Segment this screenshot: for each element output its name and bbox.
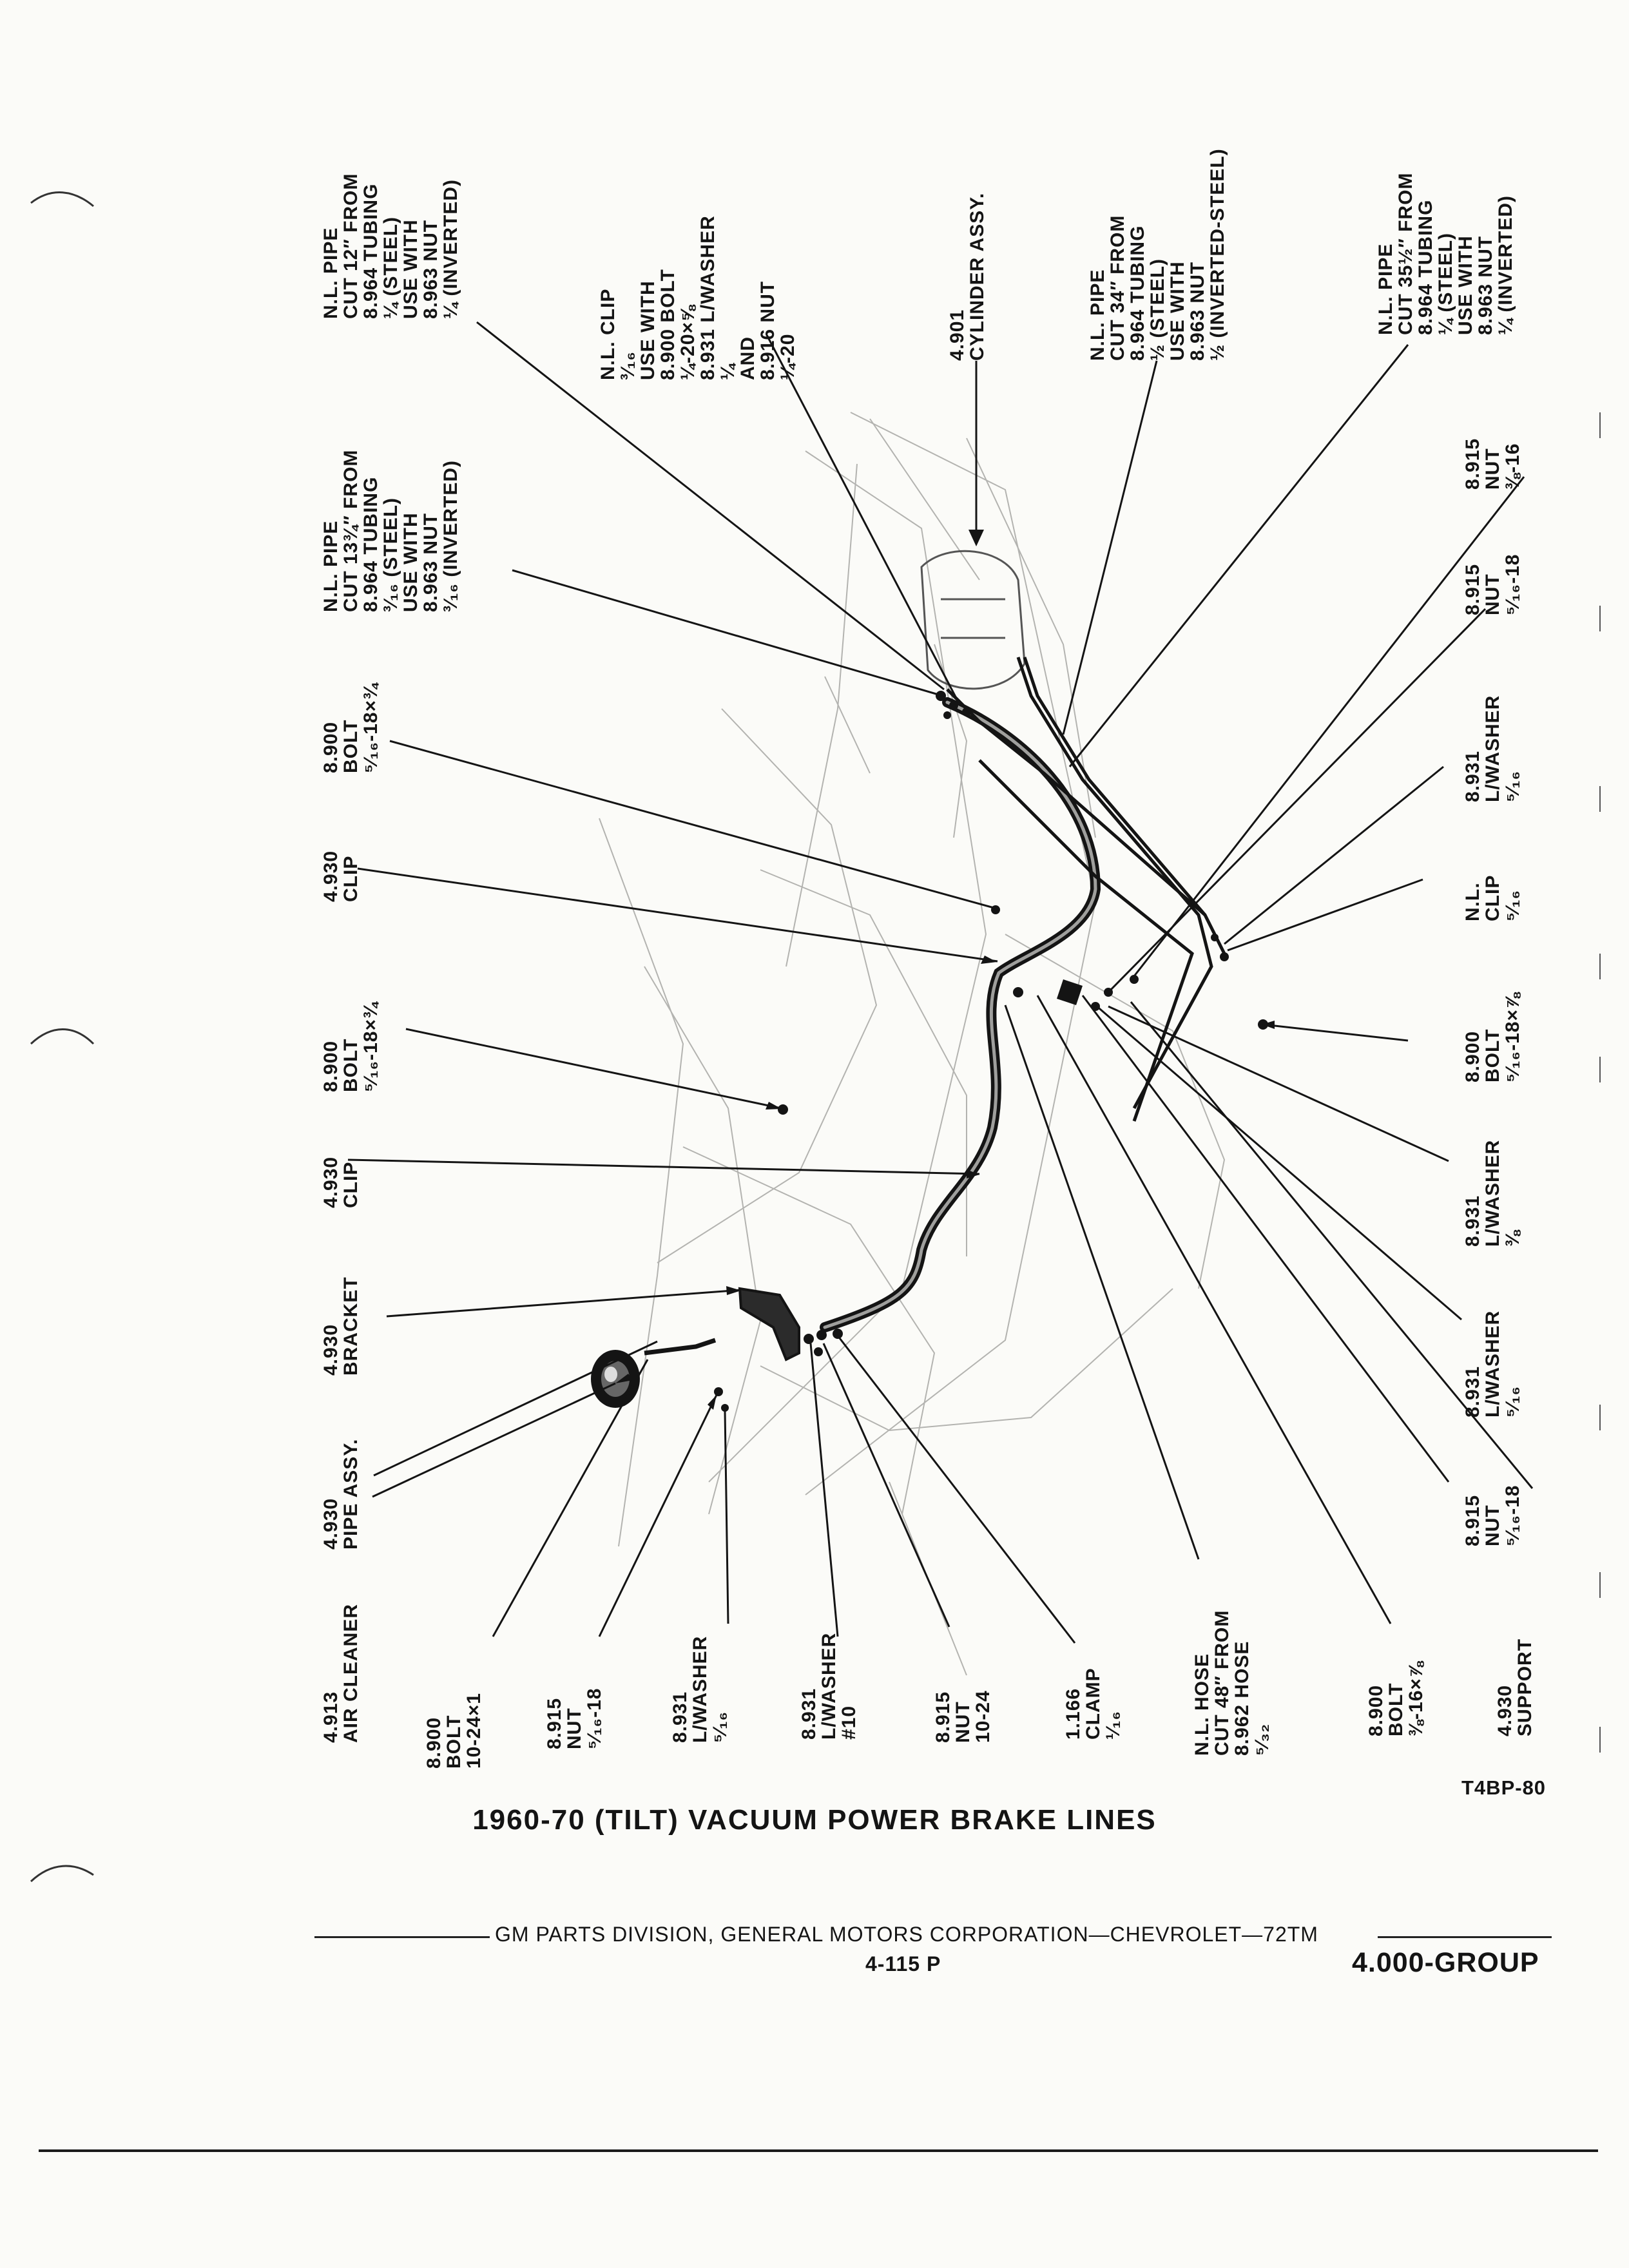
label-pipe-12: N.L. PIPE CUT 12″ FROM 8.964 TUBING ¼ (STEEL) USE WITH 8.963 NUT ¼ (INVERTED) bbox=[320, 173, 461, 319]
label-nut-38-top: 8.915 NUT ⅜-16 bbox=[1462, 437, 1523, 490]
label-support: 4.930 SUPPORT bbox=[1494, 1638, 1536, 1736]
label-hose: N.L. HOSE CUT 48″ FROM 8.962 HOSE ⁵⁄₃₂ bbox=[1191, 1610, 1273, 1756]
footer-rule-right bbox=[1378, 1936, 1552, 1938]
label-lwasher-516-top: 8.931 L/WASHER ⁵⁄₁₆ bbox=[1462, 695, 1523, 802]
label-bolt-10-24: 8.900 BOLT 10-24×1 bbox=[423, 1693, 485, 1769]
label-clip-upper: 4.930 CLIP bbox=[320, 850, 361, 902]
bottom-rule bbox=[39, 2149, 1598, 2152]
air-cleaner-drawing bbox=[591, 1350, 640, 1408]
label-bolt-upper: 8.900 BOLT ⁵⁄₁₆-18×¾ bbox=[320, 682, 381, 773]
binder-marks bbox=[31, 193, 93, 1881]
footer-publisher: GM PARTS DIVISION, GENERAL MOTORS CORPORATION—CHEVROLET—72TM bbox=[495, 1923, 1318, 1946]
label-nut-516-top: 8.915 NUT ⁵⁄₁₆-18 bbox=[1462, 553, 1523, 615]
label-nut-516-low: 8.915 NUT ⁵⁄₁₆-18 bbox=[544, 1687, 605, 1749]
label-lwasher-516-low: 8.931 L/WASHER ⁵⁄₁₆ bbox=[670, 1635, 731, 1743]
figure-code: T4BP-80 bbox=[1461, 1776, 1547, 1799]
label-pipe-assy: 4.930 PIPE ASSY. bbox=[320, 1438, 361, 1550]
vacuum-hose bbox=[825, 702, 1095, 1327]
label-pipe-35: N.L. PIPE CUT 35½″ FROM 8.964 TUBING ¼ (STEEL) USE WITH 8.963 NUT ¼ (INVERTED) bbox=[1375, 172, 1516, 335]
label-bolt-38: 8.900 BOLT ⅜-16×⅞ bbox=[1365, 1661, 1427, 1736]
label-clip-lower: 4.930 CLIP bbox=[320, 1156, 361, 1208]
label-bolt-lower: 8.900 BOLT ⁵⁄₁₆-18×¾ bbox=[320, 1001, 381, 1092]
label-lwasher-10: 8.931 L/WASHER #10 bbox=[798, 1632, 860, 1740]
label-nl-clip-r: N.L. CLIP ⁵⁄₁₆ bbox=[1462, 874, 1523, 921]
page-number: 4-115 P bbox=[865, 1952, 941, 1975]
label-lwasher-516-r: 8.931 L/WASHER ⁵⁄₁₆ bbox=[1462, 1310, 1523, 1418]
label-air-cleaner: 4.913 AIR CLEANER bbox=[320, 1603, 361, 1743]
label-bolt-516-r: 8.900 BOLT ⁵⁄₁₆-18×⅞ bbox=[1462, 992, 1523, 1082]
label-nl-clip-top: N.L. CLIP ³⁄₁₆ USE WITH 8.900 BOLT ¼-20×⅝ 8.931 L/WASHER ¼ AND 8.916 NUT ¼-20 bbox=[597, 215, 798, 380]
group-code: 4.000-GROUP bbox=[1352, 1947, 1539, 1978]
leader-lines bbox=[348, 322, 1532, 1643]
label-clamp: 1.166 CLAMP ¹⁄₁₆ bbox=[1063, 1667, 1124, 1740]
label-nut-516-r: 8.915 NUT ⁵⁄₁₆-18 bbox=[1462, 1485, 1523, 1546]
label-bracket: 4.930 BRACKET bbox=[320, 1276, 361, 1376]
chassis-outline bbox=[599, 412, 1224, 1675]
bracket-drawing bbox=[740, 1289, 799, 1360]
label-pipe-34: N.L. PIPE CUT 34″ FROM 8.964 TUBING ½ (STEEL) USE WITH 8.963 NUT ½ (INVERTED-STEEL) bbox=[1087, 148, 1228, 361]
label-nut-10-24: 8.915 NUT 10-24 bbox=[932, 1690, 994, 1743]
label-pipe-13: N.L. PIPE CUT 13¾″ FROM 8.964 TUBING ³⁄₁₆ (STEEL) USE WITH 8.963 NUT ³⁄₁₆ (INVERTED) bbox=[320, 449, 461, 612]
cylinder-assy-drawing bbox=[921, 551, 1025, 689]
page-title: 1960-70 (TILT) VACUUM POWER BRAKE LINES bbox=[472, 1804, 1157, 1836]
label-cylinder: 4.901 CYLINDER ASSY. bbox=[947, 192, 988, 361]
label-lwasher-38: 8.931 L/WASHER ⅜ bbox=[1462, 1139, 1523, 1247]
footer-rule-left bbox=[314, 1936, 490, 1938]
arrow-heads bbox=[615, 530, 1275, 1410]
